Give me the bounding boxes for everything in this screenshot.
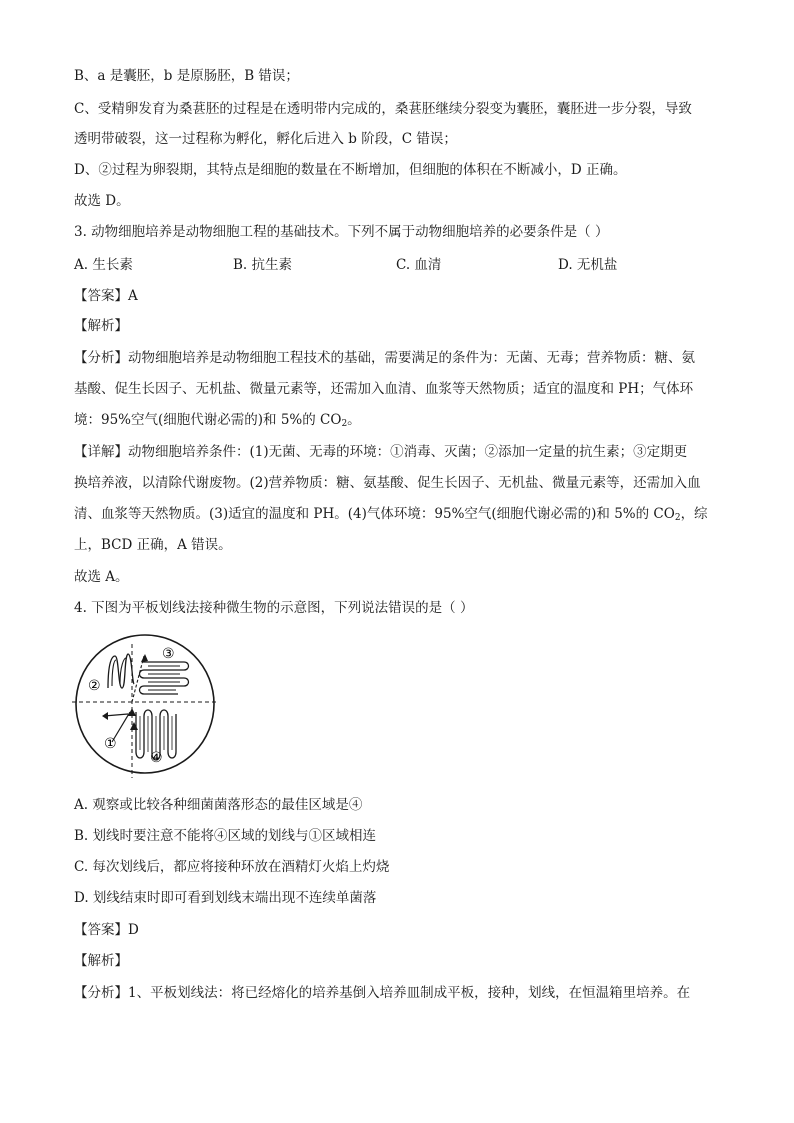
co2-subscript-2: 2 (674, 513, 681, 523)
q3-detail-4: 上，BCD 正确，A 错误。 (74, 537, 232, 553)
q3-analysis-3: 境：95%空气(细胞代谢必需的)和 5%的 $CO_2$。 (74, 412, 361, 429)
q4-analysis-heading: 【解析】 (74, 953, 128, 969)
label-zone-4: ④ (150, 750, 163, 766)
q3-answer: 【答案】A (74, 288, 138, 304)
q3-analysis-2: 基酸、促生长因子、无机盐、微量元素等，还需加入血清、血浆等天然物质；适宜的温度和 PH；气体环 (74, 381, 694, 397)
label-zone-1: ① (104, 736, 117, 752)
q3-analysis-heading: 【解析】 (74, 318, 128, 334)
streak-dashed-link (132, 656, 144, 702)
q3-option-b: B. 抗生素 (233, 257, 293, 273)
q4-answer: 【答案】D (74, 922, 139, 938)
question-3: 3. 动物细胞培养是动物细胞工程的基础技术。下列不属于动物细胞培养的必要条件是（ ） (74, 224, 609, 240)
streak-plate-diagram (72, 632, 218, 780)
q3-detail-3: 清、血浆等天然物质。(3)适宜的温度和 PH。(4)气体环境：95%空气(细胞代谢必需的)和 5%的 $CO_2$，综 (74, 506, 708, 523)
arrowhead-1 (102, 712, 108, 720)
line-choose-d: 故选 D。 (74, 193, 130, 209)
q3-choose-a: 故选 A。 (74, 569, 129, 585)
co2-subscript: 2 (341, 419, 348, 429)
streak-zone-3 (140, 662, 189, 694)
q4-option-b: B. 划线时要注意不能将④区域的划线与①区域相连 (74, 828, 377, 844)
line-b: B、a 是囊胚，b 是原肠胚，B 错误； (74, 68, 299, 84)
arrowhead-3 (128, 708, 136, 716)
q3-analysis-1: 【分析】动物细胞培养是动物细胞工程技术的基础，需要满足的条件为：无菌、无毒；营养物质：糖、氨 (74, 350, 695, 366)
arrowhead-4 (130, 722, 138, 730)
line-d: D、②过程为卵裂期，其特点是细胞的数量在不断增加，但细胞的体积在不断减小，D 正确。 (74, 162, 627, 178)
streak-zone-4-inner (140, 716, 172, 752)
question-4: 4. 下图为平板划线法接种微生物的示意图，下列说法错误的是（ ） (74, 600, 474, 616)
label-zone-3: ③ (162, 646, 175, 662)
q3-detail-1: 【详解】动物细胞培养条件：(1)无菌、无毒的环境：①消毒、灭菌；②添加一定量的抗生素；③定期更 (74, 444, 688, 460)
q3-option-c: C. 血清 (396, 257, 442, 273)
q4-analysis-1: 【分析】1、平板划线法：将已经熔化的培养基倒入培养皿制成平板，接种，划线，在恒温箱里培养。在 (74, 985, 691, 1001)
q3-option-a: A. 生长素 (74, 257, 133, 273)
q4-option-c: C. 每次划线后，都应将接种环放在酒精灯火焰上灼烧 (74, 859, 390, 875)
line-c-2: 透明带破裂，这一过程称为孵化，孵化后进入 b 阶段，C 错误； (74, 131, 457, 147)
q4-option-d: D. 划线结束时即可看到划线末端出现不连续单菌落 (74, 890, 377, 906)
q3-option-d: D. 无机盐 (558, 257, 618, 273)
q4-option-a: A. 观察或比较各种细菌菌落形态的最佳区域是④ (74, 797, 363, 813)
q3-detail-2: 换培养液，以清除代谢废物。(2)营养物质：糖、氨基酸、促生长因子、无机盐、微量元素等，还需加入血 (74, 475, 701, 491)
line-c-1: C、受精卵发育为桑葚胚的过程是在透明带内完成的，桑葚胚继续分裂变为囊胚，囊胚进一步分裂，导致 (74, 101, 692, 117)
label-zone-2: ② (88, 678, 101, 694)
arrowhead-2 (141, 654, 148, 662)
